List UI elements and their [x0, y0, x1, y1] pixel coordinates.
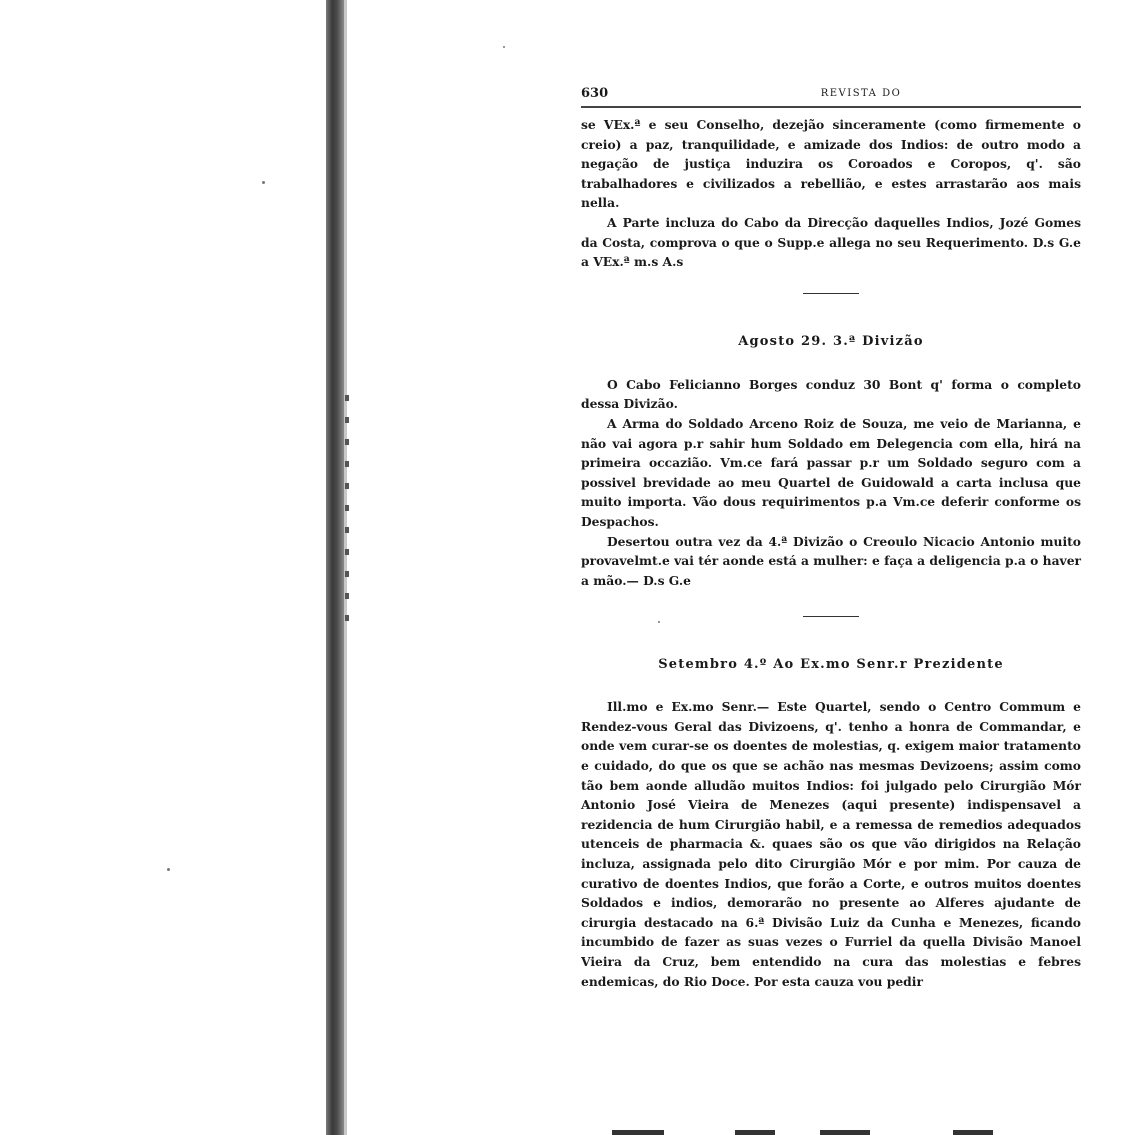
paragraph: O Cabo Felicianno Borges conduz 30 Bont q' forma o completo dessa Divizão. — [581, 376, 1081, 412]
section-heading: Agosto 29. 3.ª Divizão — [738, 333, 924, 349]
scan-speck — [503, 46, 505, 48]
binding-thread-marks — [345, 395, 349, 625]
page-edge-shadow — [953, 1130, 993, 1135]
page-edge-shadow — [612, 1130, 664, 1135]
running-head — [581, 82, 1081, 108]
section-heading: Setembro 4.º Ao Ex.mo Senr.r Prezidente — [658, 657, 1004, 673]
right-page — [581, 82, 1081, 991]
scan-speck — [262, 181, 265, 184]
book-binding-gutter — [326, 0, 344, 1135]
paragraph: Ill.mo e Ex.mo Senr.— Este Quartel, sendo o Centro Commum e Rendez-vous Geral das Divizoens, q'. tenho a honra de Commandar, e onde vem curar-se os doentes de molestias, q. exigem maior tratamento e cuidado, do que os que se achão nas mesmas Devizoens; assim como tão bem aonde alludão muitos Indios: foi julgado pelo Cirurgião Mór Antonio José Vieira de Menezes (aqui presente) indispensavel a rezidencia de hum Cirurgião habil, e a remessa de remedios adequados utenceis de pharmacia &. quaes são os que vão dirigidos na Relação incluza, assignada pelo dito Cirurgião Mór e por mim. Por cauza de curativo de doentes Indios, que forão a Corte, e outros muitos doentes Soldados e indios, demorarão no presente ao Alferes ajudante de cirurgia destacado na 6.ª Divisão Luiz da Cunha e Menezes, ficando incumbido de fazer as suas vezes o Furriel da quella Divisão Manoel Vieira da Cruz, bem entendido na cura das molestias e febres endemicas, do Rio Doce. Por esta cauza vou pedir — [581, 699, 1081, 989]
paragraph: A Arma do Soldado Arceno Roiz de Souza, me veio de Marianna, e não vai agora p.r sahir hum Soldado em Delegencia com ella, hirá na primeira occazião. Vm.ce fará passar p.r um Soldado seguro com a possivel brevidade ao meu Quartel de Guidowald a carta inclusa que muito importa. Vão dous requirimentos p.a Vm.ce deferir conforme os Despachos. — [581, 415, 1081, 529]
scan-speck — [167, 868, 170, 871]
journal-title: REVISTA DO — [820, 88, 902, 99]
section-divider — [803, 616, 859, 617]
page-edge-shadow — [820, 1130, 870, 1135]
page-edge-shadow — [735, 1130, 775, 1135]
paragraph: A Parte incluza do Cabo da Direcção daquelles Indios, Jozé Gomes da Costa, comprova o que o Supp.e allega no seu Requerimento. D.s G.e a VEx.ª m.s A.s — [581, 214, 1081, 270]
page-number: 630 — [581, 86, 609, 101]
paragraph: Desertou outra vez da 4.ª Divizão o Creoulo Nicacio Antonio muito provavelmt.e vai tér aonde está a mulher: e faça a deligencia p.a o haver a mão.— D.s G.e — [581, 533, 1081, 588]
section-divider — [803, 293, 859, 294]
paragraph: se VEx.ª e seu Conselho, dezejão sinceramente (como firmemente o creio) a paz, tranquilidade, e amizade dos Indios: de outro modo a negação de justiça induzira os Coroados e Coropos, q'. são trabalhadores e civilizados a rebellião, e estes arrastarão aos mais nella. — [581, 117, 1081, 211]
